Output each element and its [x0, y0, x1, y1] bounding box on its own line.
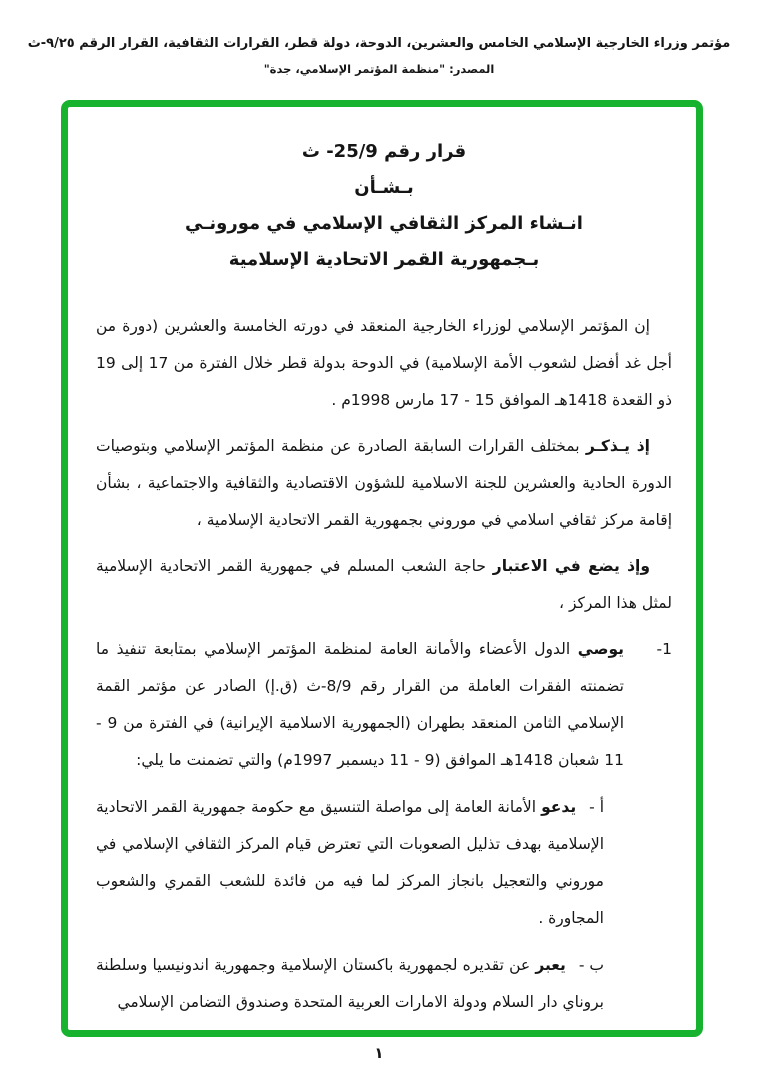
- item-1-text: الدول الأعضاء والأمانة العامة لمنظمة المؤتمر الإسلامي بمتابعة تنفيذ ما تضمنته الفقرات العاملة من القرار رقم 8/9-ث (ق.إ) الصادر عن مؤتمر القمة الإسلامي الثامن المنعقد بطهران (الجمهورية الاسلامية الإيرانية) في الفترة من 9 - 11 شعبان 1418هـ الموافق (9 - 11 ديسمبر 1997م) والتي تضمنت ما يلي:: [96, 640, 624, 769]
- subitem-a-text: الأمانة العامة إلى مواصلة التنسيق مع حكومة جمهورية القمر الاتحادية الإسلامية بهدف تذليل الصعوبات التي تعترض قيام المركز الثقافي الإسلامي في موروني والتعجيل بانجاز المركز لما فيه من فائدة للشعب القمري والشعوب المجاورة .: [96, 798, 604, 927]
- subitem-a-marker: أ -: [589, 798, 604, 816]
- resolution-number-title: قرار رقم 25/9- ث: [301, 141, 467, 162]
- header-publisher-line: المصدر: "منظمة المؤتمر الإسلامي، جدة": [263, 62, 495, 76]
- subitem-b-lead: يعبر: [535, 956, 566, 974]
- subitem-b-text: عن تقديره لجمهورية باكستان الإسلامية وجمهورية اندونيسيا وسلطنة بروناي دار السلام ودولة الامارات العربية المتحدة وصندوق التضامن الإسلامي: [96, 956, 604, 1011]
- item-1-marker: 1-: [656, 640, 672, 658]
- header-source-line: مؤتمر وزراء الخارجية الإسلامي الخامس والعشرين، الدوحة، دولة قطر، القرارات الثقافية، القرار الرقم ٩/٢٥-ث: [27, 36, 731, 51]
- preamble-1-text: إن المؤتمر الإسلامي لوزراء الخارجية المنعقد في دورته الخامسة والعشرين (دورة من أجل غد أفضل لشعوب الأمة الإسلامية) في الدوحة بدولة قطر خلال الفترة من 17 إلى 19 ذو القعدة 1418هـ الموافق 15 - 17 مارس 1998م .: [96, 317, 672, 409]
- green-border-frame: [61, 100, 703, 1037]
- preamble-paragraph-2: [96, 428, 672, 539]
- preamble-paragraph-1: [96, 308, 672, 419]
- item-1-lead: يوصي: [577, 640, 624, 658]
- title-subject-line1: انـشاء المركز الثقافي الإسلامي في مورونـي: [185, 213, 583, 234]
- title-regarding: بـشـأن: [354, 177, 414, 198]
- preamble-3-text: حاجة الشعب المسلم في جمهورية القمر الاتحادية الإسلامية لمثل هذا المركز ،: [96, 557, 672, 612]
- subitem-a: [96, 789, 604, 937]
- page-number: ١: [374, 1044, 384, 1062]
- document-header: [0, 34, 758, 77]
- preamble-2-text: بمختلف القرارات السابقة الصادرة عن منظمة المؤتمر الإسلامي وبتوصيات الدورة الحادية والعشرين للجنة الاسلامية للشؤون الاقتصادية والثقافية والاجتماعية ، بشأن إقامة مركز ثقافي اسلامي في موروني بجمهورية القمر الاتحادية الإسلامية ،: [96, 437, 672, 529]
- preamble-paragraph-3: [96, 548, 672, 622]
- resolution-title-block: [96, 134, 672, 278]
- operative-item-1: [96, 631, 672, 779]
- document-body: [68, 107, 696, 1021]
- preamble-3-lead: وإذ يضع في الاعتبار: [492, 557, 650, 575]
- preamble-2-lead: إذ يـذكـر: [585, 437, 650, 455]
- item-1-text-block: [96, 631, 624, 779]
- title-subject-line2: بـجمهورية القمر الاتحادية الإسلامية: [228, 249, 540, 270]
- subitem-a-lead: يدعو: [541, 798, 577, 816]
- subitem-b-marker: ب -: [578, 956, 604, 974]
- subitem-b: [96, 947, 604, 1021]
